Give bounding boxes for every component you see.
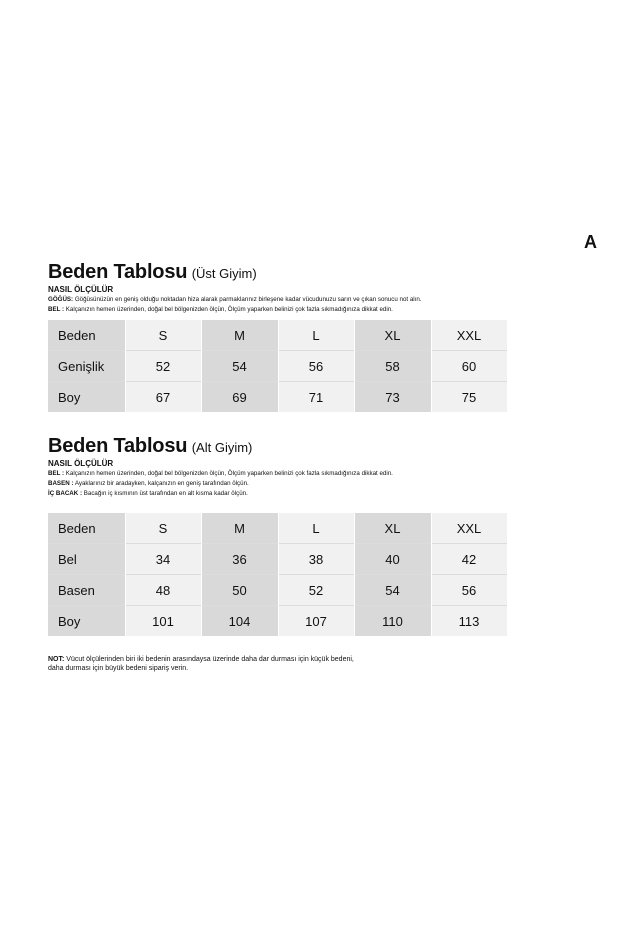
top-title [48, 262, 508, 282]
table-cell: 113 [431, 606, 507, 637]
top-size-table [48, 320, 508, 412]
table-row [48, 606, 507, 637]
table-cell: 67 [125, 382, 201, 413]
bottom-note-inseam [48, 489, 508, 499]
table-cell: 101 [125, 606, 201, 637]
table-cell: 107 [278, 606, 354, 637]
header-cell: XL [354, 513, 431, 544]
table-cell: 58 [354, 351, 431, 382]
table-cell: 104 [201, 606, 278, 637]
table-row [48, 575, 507, 606]
header-cell: Beden [48, 513, 125, 544]
row-label: Genişlik [48, 351, 125, 382]
table-cell: 54 [354, 575, 431, 606]
header-cell: S [125, 513, 201, 544]
table-cell: 56 [278, 351, 354, 382]
note-key: BEL : [48, 306, 65, 313]
brand-letter: A [584, 232, 597, 252]
note-key: İÇ BACAK : [48, 490, 83, 497]
table-cell: 54 [201, 351, 278, 382]
footnote-line-1 [48, 655, 354, 664]
footnote-text-1: Vücut ölçülerinden biri iki bedenin arasındaysa üzerinde daha dar durması için küçük bedeni, [64, 656, 354, 663]
bottom-note-hip [48, 479, 508, 489]
note-key: GÖĞÜS: [48, 296, 74, 303]
bottom-title-main: Beden Tablosu [48, 435, 188, 457]
header-cell: XL [354, 320, 431, 351]
note-key: BEL : [48, 470, 65, 477]
note-key: BASEN : [48, 480, 74, 487]
footnote-line-2: daha durması için büyük bedeni sipariş verin. [48, 665, 189, 672]
table-header-row [48, 320, 507, 351]
bottom-size-table-wrap [48, 513, 508, 636]
table-cell: 40 [354, 544, 431, 575]
table-row [48, 382, 507, 413]
footnote [48, 655, 354, 673]
table-cell: 34 [125, 544, 201, 575]
top-howto: NASIL ÖLÇÜLÜR [48, 285, 114, 294]
table-row [48, 351, 507, 382]
top-note-chest [48, 295, 508, 305]
header-cell: Beden [48, 320, 125, 351]
row-label: Boy [48, 382, 125, 413]
top-note-waist [48, 305, 508, 315]
footnote-key: NOT: [48, 656, 65, 663]
table-cell: 71 [278, 382, 354, 413]
top-title-main: Beden Tablosu [48, 261, 188, 283]
top-title-sub: (Üst Giyim) [191, 266, 257, 281]
table-cell: 56 [431, 575, 507, 606]
header-cell: S [125, 320, 201, 351]
top-size-table-wrap [48, 320, 508, 412]
bottom-size-section [48, 436, 508, 499]
row-label: Boy [48, 606, 125, 637]
bottom-size-table [48, 513, 508, 636]
table-cell: 42 [431, 544, 507, 575]
table-cell: 60 [431, 351, 507, 382]
bottom-note-waist [48, 469, 508, 479]
header-cell: L [278, 513, 354, 544]
table-cell: 73 [354, 382, 431, 413]
header-cell: L [278, 320, 354, 351]
bottom-title [48, 436, 508, 456]
table-cell: 50 [201, 575, 278, 606]
bottom-title-sub: (Alt Giyim) [191, 440, 253, 455]
note-text: Kalçanızın hemen üzerinden, doğal bel bölgenizden ölçün, Ölçüm yaparken belinizi çok fazla sıkmadığınıza dikkat edin. [64, 470, 393, 477]
table-cell: 52 [278, 575, 354, 606]
row-label: Basen [48, 575, 125, 606]
note-text: Göğüsünüzün en geniş olduğu noktadan hiza alarak parmaklarınız birleşene kadar vücudunuzu sarın ve çıkan sonucu not alın. [73, 296, 422, 303]
table-row [48, 544, 507, 575]
table-cell: 36 [201, 544, 278, 575]
note-text: Kalçanızın hemen üzerinden, doğal bel bölgenizden ölçün, Ölçüm yaparken belinizi çok fazla sıkmadığınıza dikkat edin. [64, 306, 393, 313]
header-cell: M [201, 513, 278, 544]
header-cell: M [201, 320, 278, 351]
header-cell: XXL [431, 320, 507, 351]
top-notes [48, 295, 508, 315]
bottom-notes [48, 469, 508, 499]
table-cell: 48 [125, 575, 201, 606]
row-label: Bel [48, 544, 125, 575]
bottom-howto: NASIL ÖLÇÜLÜR [48, 459, 114, 468]
table-cell: 110 [354, 606, 431, 637]
table-cell: 52 [125, 351, 201, 382]
table-cell: 69 [201, 382, 278, 413]
note-text: Bacağın iç kısmının üst tarafından en alt kısma kadar ölçün. [82, 490, 248, 497]
table-cell: 38 [278, 544, 354, 575]
top-size-section [48, 262, 508, 315]
note-text: Ayaklarınız bir aradayken, kalçanızın en geniş tarafından ölçün. [73, 480, 249, 487]
table-header-row [48, 513, 507, 544]
header-cell: XXL [431, 513, 507, 544]
table-cell: 75 [431, 382, 507, 413]
